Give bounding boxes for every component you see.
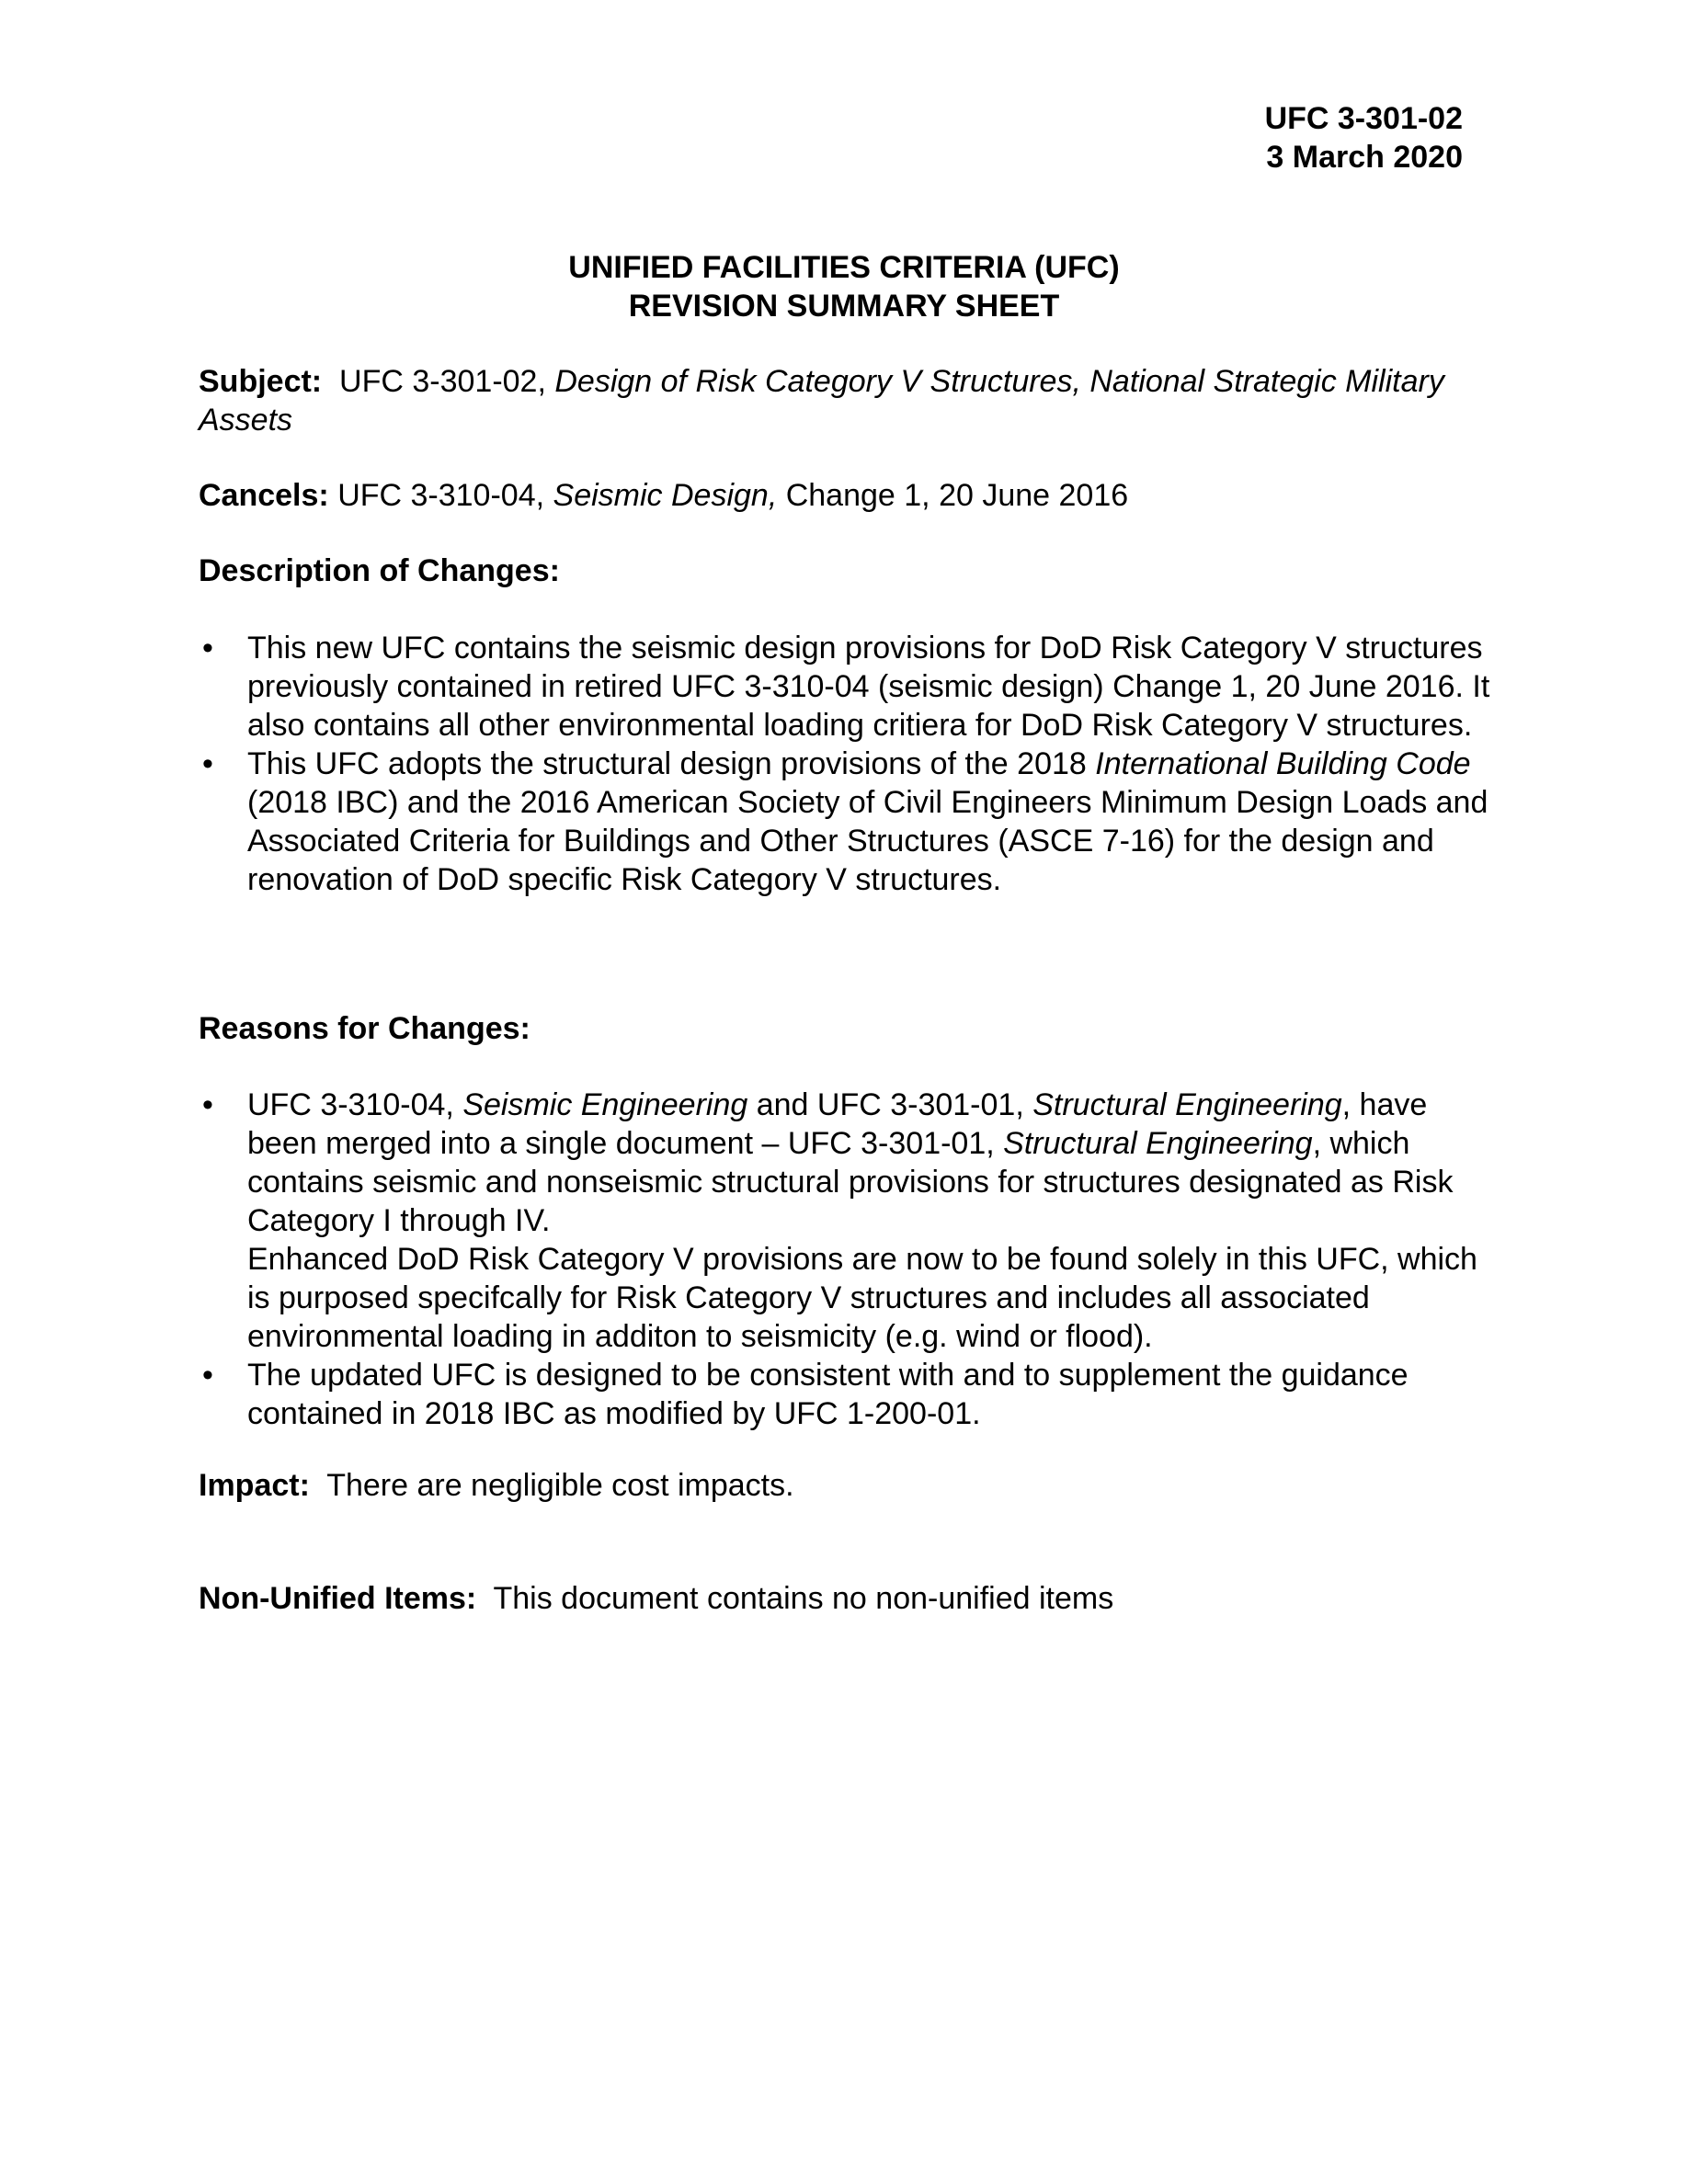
cancels-suffix: Change 1, 20 June 2016: [785, 478, 1129, 513]
subject-prefix: UFC 3-301-02,: [339, 364, 546, 399]
cancels-section: [199, 476, 1490, 515]
reasons-bullet-1-paragraph-2: Enhanced DoD Risk Category V provisions are now to be found solely in this UFC, which is purposed specifcally for Risk Category V structures and includes all associated environmental loading in additon to seismicity (e.g. wind or flood).: [247, 1242, 1477, 1354]
bullet-icon: •: [202, 1087, 213, 1122]
description-bullet-2-part2: (2018 IBC) and the 2016 American Society of Civil Engineers Minimum Design Loads and Associated Criteria for Buildings and Other Structures (ASCE 7-16) for the design and renovation of DoD specific Risk Category V structures.: [247, 785, 1488, 897]
subject-section: [199, 362, 1490, 439]
cancels-label: Cancels:: [199, 478, 329, 513]
document-date: 3 March 2020: [1266, 140, 1463, 175]
non-unified-section: [199, 1579, 1490, 1618]
reasons-bullet-1-part4: , which contains seismic and nonseismic structural provisions for structures designated as Risk Category I through IV.: [247, 1126, 1454, 1238]
reasons-bullet-1-italic2: Structural Engineering: [1032, 1087, 1342, 1122]
cancels-prefix: UFC 3-310-04,: [337, 478, 545, 513]
cancels-title: Seismic Design,: [553, 478, 778, 513]
reasons-bullet-1-italic1: Seismic Engineering: [462, 1087, 748, 1122]
bullet-icon: •: [202, 746, 213, 781]
reasons-list: [199, 1086, 1490, 1433]
non-unified-text: This document contains no non-unified items: [493, 1581, 1114, 1616]
description-list: [199, 629, 1490, 899]
reasons-bullet-1-italic3: Structural Engineering: [1003, 1126, 1313, 1161]
non-unified-label: Non-Unified Items:: [199, 1581, 477, 1616]
title-line-1: UNIFIED FACILITIES CRITERIA (UFC): [568, 250, 1120, 285]
reasons-bullet-1-part2: and UFC 3-301-01,: [756, 1087, 1024, 1122]
subject-title: Design of Risk Category V Structures, National Strategic Military Assets: [199, 364, 1444, 438]
list-item: [199, 629, 1490, 745]
reasons-bullet-2-text: The updated UFC is designed to be consistent with and to supplement the guidance contained in 2018 IBC as modified by UFC 1-200-01.: [247, 1358, 1409, 1431]
impact-label: Impact:: [199, 1468, 310, 1503]
document-title: [0, 248, 1688, 325]
document-number: UFC 3-301-02: [1264, 101, 1463, 136]
reasons-bullet-1-part1: UFC 3-310-04,: [247, 1087, 454, 1122]
document-header: [1265, 99, 1463, 176]
impact-text: There are negligible cost impacts.: [326, 1468, 794, 1503]
list-item: [199, 745, 1490, 899]
description-bullet-2-part1: This UFC adopts the structural design provisions of the 2018: [247, 746, 1087, 781]
description-heading-text: Description of Changes:: [199, 553, 560, 588]
reasons-heading-text: Reasons for Changes:: [199, 1011, 530, 1046]
bullet-icon: •: [202, 631, 213, 665]
reasons-bullet-1-part3: , have been merged into a single document – UFC 3-301-01,: [247, 1087, 1428, 1161]
list-item: [199, 1086, 1490, 1356]
impact-section: [199, 1466, 1490, 1505]
bullet-icon: •: [202, 1358, 213, 1393]
subject-label: Subject:: [199, 364, 323, 399]
title-line-2: REVISION SUMMARY SHEET: [628, 289, 1060, 324]
description-bullet-1-text: This new UFC contains the seismic design provisions for DoD Risk Category V structures previously contained in retired UFC 3-310-04 (seismic design) Change 1, 20 June 2016. It also contains all other environmental loading critiera for DoD Risk Category V structures.: [247, 631, 1490, 743]
description-heading: [199, 552, 1490, 590]
reasons-heading: [199, 1009, 1490, 1048]
description-bullet-2-italic: International Building Code: [1095, 746, 1471, 781]
list-item: [199, 1356, 1490, 1433]
